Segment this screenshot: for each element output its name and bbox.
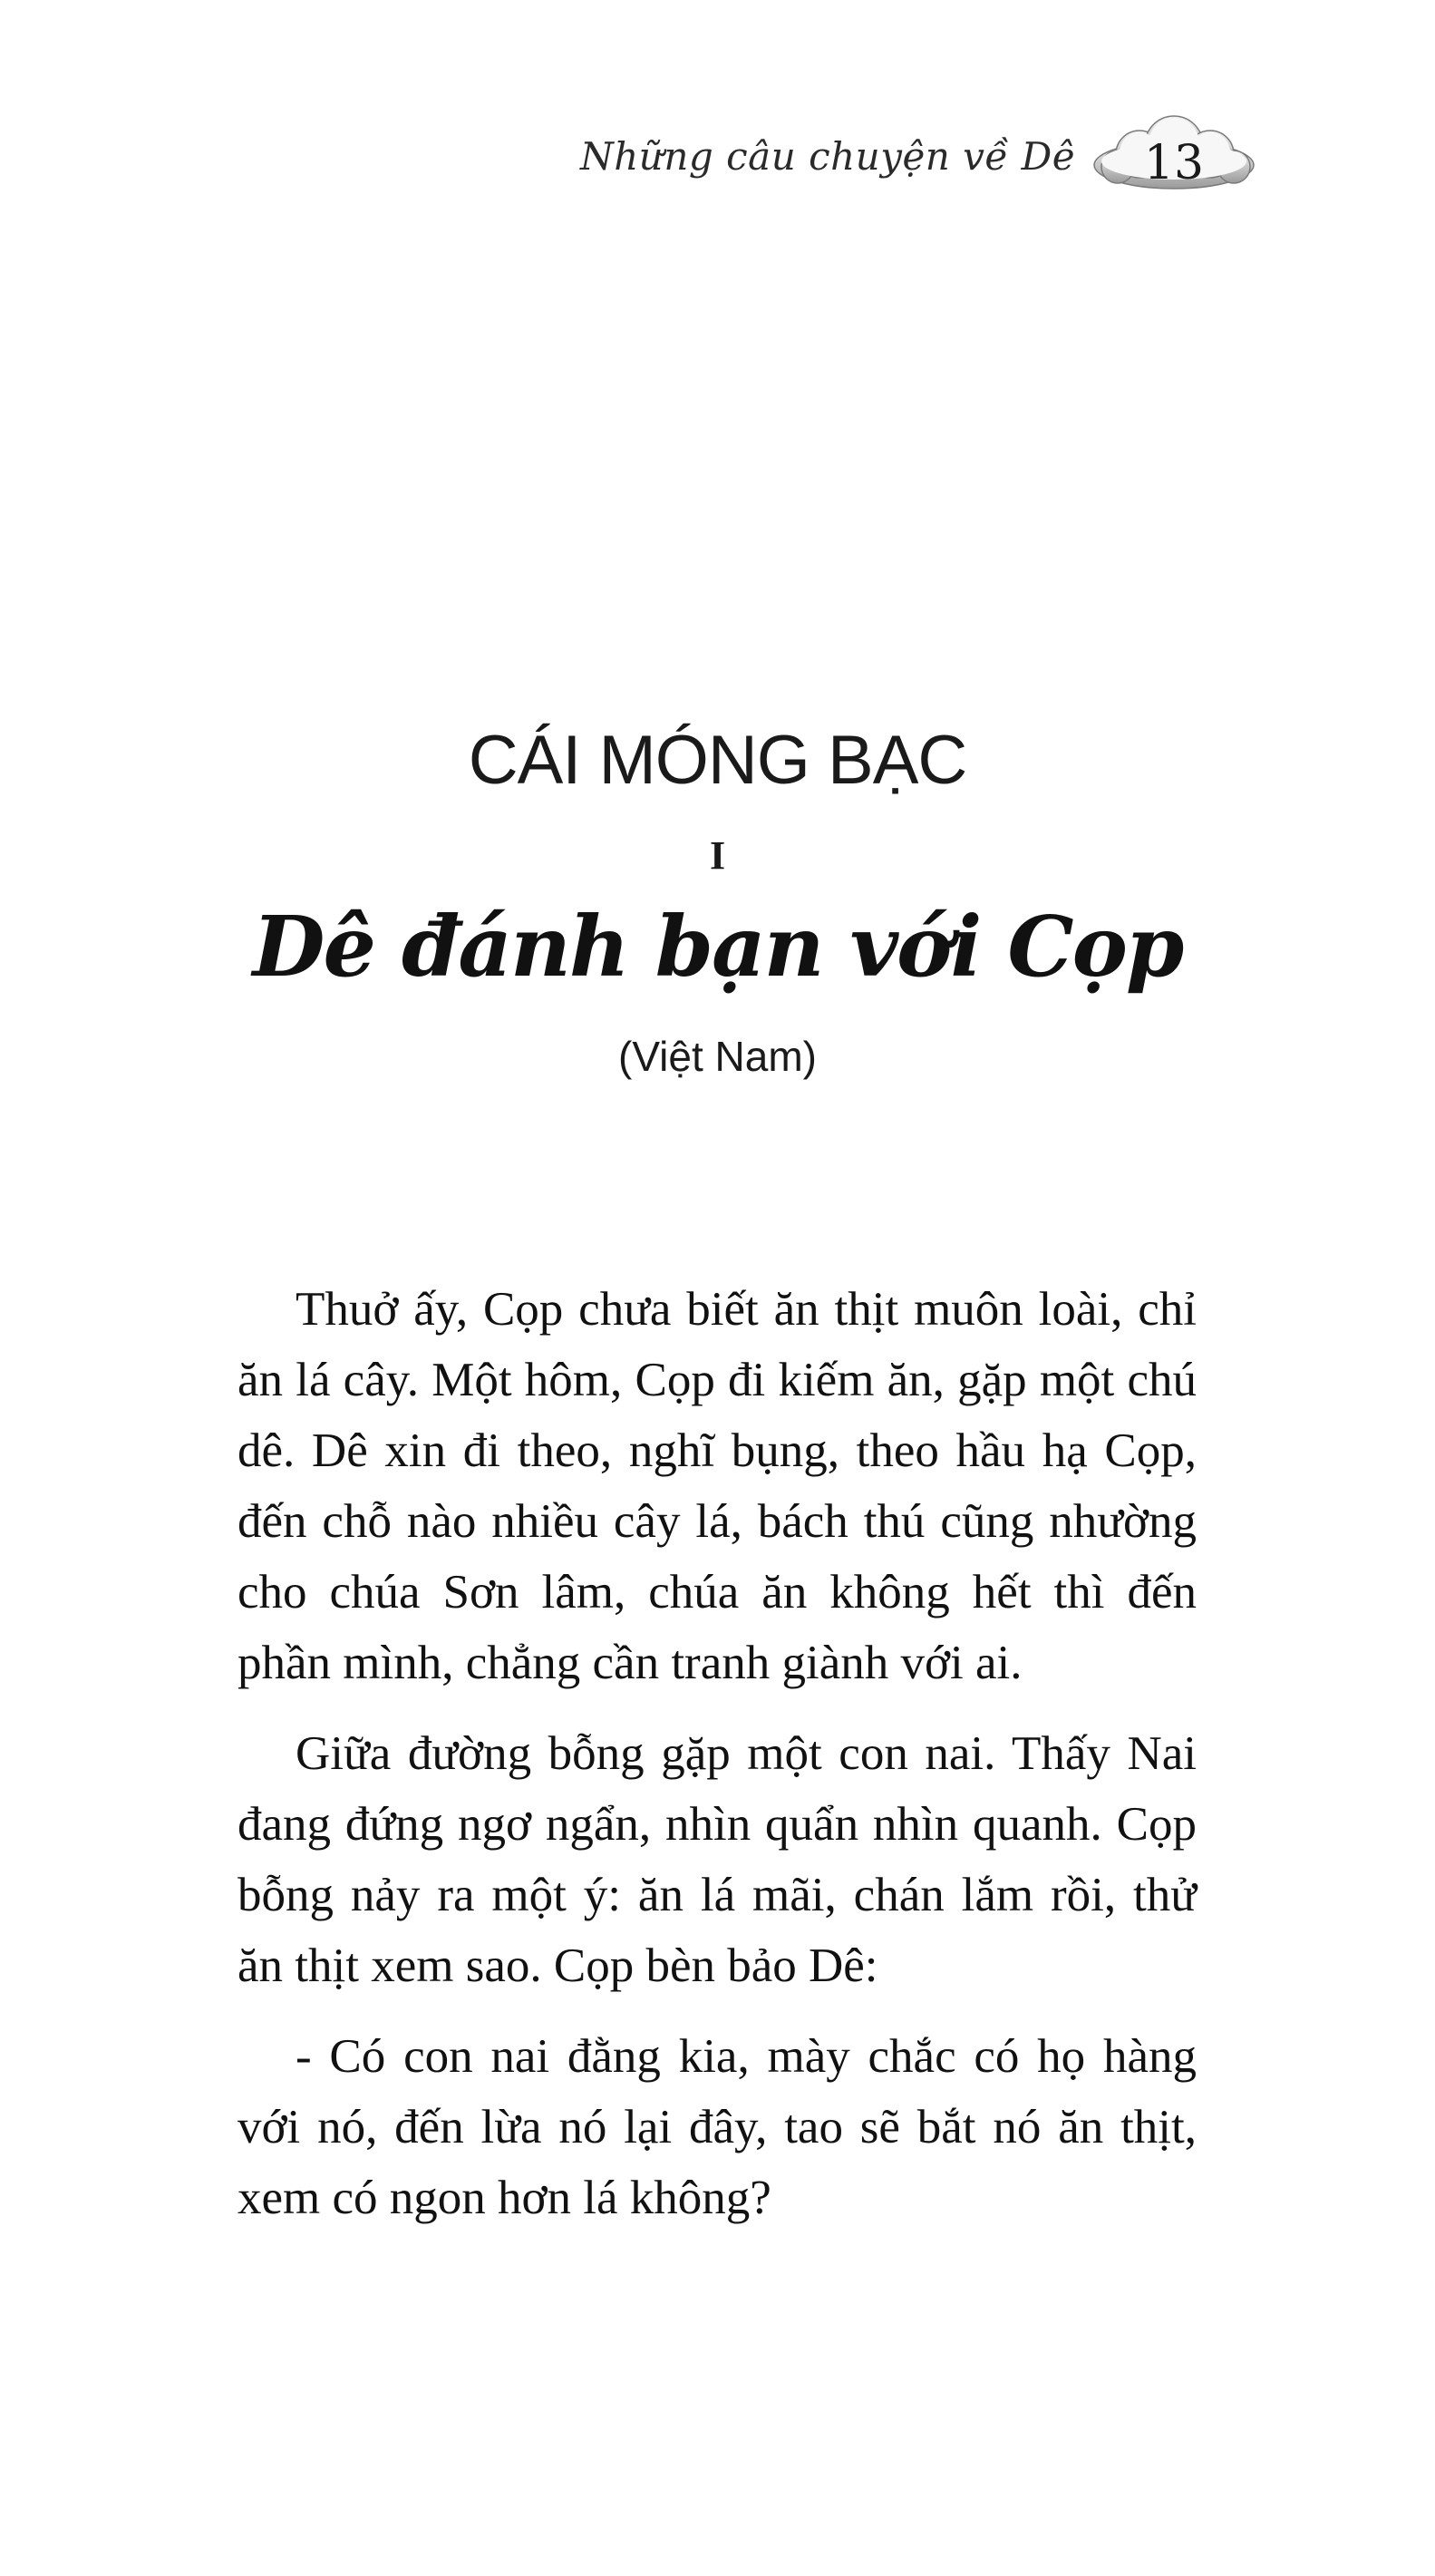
part-number: I xyxy=(709,833,726,878)
paragraph: Thuở ấy, Cọp chưa biết ăn thịt muôn loài, chỉ ăn lá cây. Một hôm, Cọp đi kiếm ăn, gặp một chú dê. Dê xin đi theo, nghĩ bụng, theo hầu hạ Cọp, đến chỗ nào nhiều cây lá, bách thú cũng nhường cho chúa Sơn lâm, chúa ăn không hết thì đến phần mình, chẳng cần tranh giành với ai. xyxy=(238,1283,1197,1689)
paragraph: Giữa đường bỗng gặp một con nai. Thấy Nai đang đứng ngơ ngẩn, nhìn quẩn nhìn quanh. Cọp bỗng nảy ra một ý: ăn lá mãi, chán lắm rồi, thử ăn thịt xem sao. Cọp bèn bảo Dê: xyxy=(238,1727,1197,1992)
paragraph: - Có con nai đằng kia, mày chắc có họ hàng với nó, đến lừa nó lại đây, tao sẽ bắt nó ăn thịt, xem có ngon hơn lá không? xyxy=(238,2030,1197,2224)
running-header-title: Những câu chuyện về Dê xyxy=(580,134,1076,179)
story-title: CÁI MÓNG BẠC xyxy=(468,722,967,799)
story-body xyxy=(238,1274,1197,2253)
story-subtitle: Dê đánh bạn với Cọp xyxy=(252,898,1183,996)
story-origin: (Việt Nam) xyxy=(618,1033,817,1080)
page-number-badge xyxy=(1083,109,1265,218)
page-number: 13 xyxy=(1143,136,1205,190)
